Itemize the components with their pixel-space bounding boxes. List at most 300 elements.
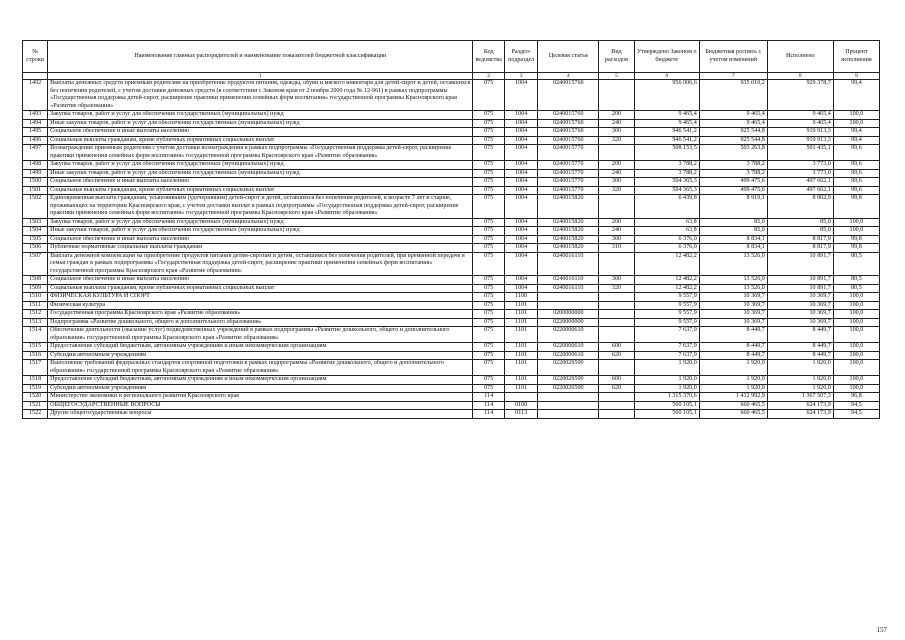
row-razdel: 1004 [504, 169, 538, 178]
row-rospis: 10 369,7 [699, 318, 767, 327]
table-row [23, 293, 880, 302]
row-pct: 99,4 [833, 136, 879, 145]
budget-table [22, 40, 880, 419]
row-number: 1515 [23, 343, 48, 352]
row-rospis: 1 920,0 [699, 360, 767, 376]
table-row [23, 376, 880, 385]
col-number: 9 [833, 73, 879, 80]
row-razdel: 1004 [504, 119, 538, 128]
col-number: 1 [48, 73, 473, 80]
row-rospis: 8 449,7 [699, 327, 767, 343]
row-name: Выполнение требований федеральных стандартов спортивной подготовки в рамках подпрограммы «Развитие дошкольного, общего и дополнительного образования» государственной программы Красноярского края «Развитие образования» [48, 360, 473, 376]
row-pct: 100,0 [833, 318, 879, 327]
row-isp: 497 662,1 [767, 178, 833, 187]
row-utv: 504 365,3 [634, 186, 699, 195]
table-row [23, 318, 880, 327]
table-row [23, 393, 880, 402]
row-cel [538, 401, 599, 410]
row-razdel: 1004 [504, 128, 538, 137]
row-ved: 075 [473, 195, 504, 219]
row-number: 1504 [23, 227, 48, 236]
row-pct: 100,0 [833, 384, 879, 393]
row-utv: 7 637,9 [634, 343, 699, 352]
row-name: Предоставление субсидий бюджетным, автономным учреждениям и иным некоммерческим организациям [48, 343, 473, 352]
table-row [23, 218, 880, 227]
row-isp: 8 449,7 [767, 351, 833, 360]
row-pct: 99,8 [833, 195, 879, 219]
row-number: 1518 [23, 376, 48, 385]
row-name: Подпрограмма «Развитие дошкольного, общего и дополнительного образования» [48, 318, 473, 327]
row-vid [599, 293, 635, 302]
row-utv: 1 920,0 [634, 360, 699, 376]
row-utv: 508 153,5 [634, 145, 699, 161]
row-number: 1511 [23, 301, 48, 310]
row-utv: 1 920,0 [634, 384, 699, 393]
row-pct: 94,5 [833, 401, 879, 410]
row-name: Субсидии автономным учреждениям [48, 351, 473, 360]
row-number: 1510 [23, 293, 48, 302]
row-vid: 200 [599, 111, 635, 120]
row-utv: 9 557,9 [634, 301, 699, 310]
row-pct: 100,0 [833, 119, 879, 128]
row-vid: 620 [599, 384, 635, 393]
row-pct: 99,4 [833, 128, 879, 137]
row-vid [599, 318, 635, 327]
row-name: Единовременная выплата гражданам, усыновившим (удочерившим) детей-сирот и детей, оставшихся без попечения родителей, в возрасте 7 лет и старше, проживающих на территории Красноярского края, с учетом доставки выплат в рамках подпрограммы «Государственная поддержка детей-сирот, расширение практики применения семейных форм воспитания» государственной программы Красноярского края «Развитие образования» [48, 195, 473, 219]
row-ved: 075 [473, 284, 504, 293]
row-name: Иные закупки товаров, работ и услуг для обеспечения государственных (муниципальных) нужд [48, 227, 473, 236]
row-cel: 0220000610 [538, 327, 599, 343]
row-isp: 85,0 [767, 218, 833, 227]
row-isp: 10 369,7 [767, 301, 833, 310]
row-utv: 946 541,2 [634, 128, 699, 137]
row-pct: 80,5 [833, 284, 879, 293]
row-ved: 075 [473, 235, 504, 244]
header-razdel: Раздел-подраздел [504, 41, 538, 73]
row-cel: 0220000000 [538, 318, 599, 327]
row-ved: 075 [473, 351, 504, 360]
row-razdel: 1004 [504, 276, 538, 285]
page-number: 157 [876, 626, 887, 634]
header-cel: Целевая статья [538, 41, 599, 73]
row-name: Социальные выплаты гражданам, кроме публичных нормативных социальных выплат [48, 136, 473, 145]
row-pct: 100,0 [833, 310, 879, 319]
header-rospis: Бюджетная роспись с учетом изменений [699, 41, 767, 73]
header-name: Наименование главных распорядителей и наименование показателей бюджетной классификации [48, 41, 473, 73]
row-ved: 075 [473, 276, 504, 285]
row-isp: 10 891,7 [767, 284, 833, 293]
row-cel: 0240015820 [538, 218, 599, 227]
row-ved: 075 [473, 136, 504, 145]
row-ved: 075 [473, 178, 504, 187]
row-rospis: 1 412 992,9 [699, 393, 767, 402]
col-number: 7 [699, 73, 767, 80]
row-number: 1508 [23, 276, 48, 285]
row-ved: 075 [473, 244, 504, 253]
row-rospis: 13 526,0 [699, 276, 767, 285]
row-name: Социальное обеспечение и иные выплаты населению [48, 235, 473, 244]
row-vid [599, 80, 635, 111]
row-pct: 100,0 [833, 360, 879, 376]
row-cel: 0240016110 [538, 252, 599, 276]
row-ved: 114 [473, 401, 504, 410]
row-isp: 85,0 [767, 227, 833, 236]
row-name: Выплаты денежных средств приемным родителям на приобретение продуктов питания, одежды, обуви и мягкого инвентаря для детей-сирот и детей, оставшихся без попечения родителей, с учетом доставки денежных средств (в соответствии с Законом края от 2 ноября 2000 года № 12-961) в рамках подпрограммы «Государственная поддержка детей-сирот, расширение практики применения семейных форм воспитания» государственной программы Красноярского края «Развитие образования» [48, 80, 473, 111]
header-num: № строки [23, 41, 48, 73]
row-rospis: 8 449,7 [699, 351, 767, 360]
table-row [23, 128, 880, 137]
row-cel: 0240015770 [538, 161, 599, 170]
row-isp: 1 920,0 [767, 384, 833, 393]
row-number: 1514 [23, 327, 48, 343]
row-razdel: 1004 [504, 145, 538, 161]
row-rospis: 8 834,1 [699, 235, 767, 244]
row-pct: 100,0 [833, 218, 879, 227]
row-ved: 075 [473, 227, 504, 236]
row-utv: 9 465,4 [634, 111, 699, 120]
row-ved: 075 [473, 111, 504, 120]
row-number: 1492 [23, 80, 48, 111]
row-cel: 0240016110 [538, 276, 599, 285]
row-cel: 0200000000 [538, 310, 599, 319]
row-number: 1496 [23, 136, 48, 145]
row-razdel [504, 393, 538, 402]
row-vid: 320 [599, 136, 635, 145]
row-number: 1495 [23, 128, 48, 137]
row-cel: 0240015760 [538, 80, 599, 111]
row-number: 1499 [23, 169, 48, 178]
row-razdel: 1101 [504, 351, 538, 360]
row-razdel: 1004 [504, 186, 538, 195]
row-name: Закупка товаров, работ и услуг для обеспечения государственных (муниципальных) нужд [48, 218, 473, 227]
row-cel: 0240015820 [538, 227, 599, 236]
row-number: 1520 [23, 393, 48, 402]
row-utv: 12 482,2 [634, 252, 699, 276]
row-ved: 075 [473, 145, 504, 161]
row-name: Другие общегосударственные вопросы [48, 410, 473, 419]
row-pct: 99,8 [833, 244, 879, 253]
row-pct: 99,6 [833, 169, 879, 178]
row-rospis: 1 920,0 [699, 376, 767, 385]
row-rospis: 925 544,8 [699, 136, 767, 145]
row-utv: 3 788,2 [634, 161, 699, 170]
row-isp: 10 891,7 [767, 276, 833, 285]
row-name: Вознаграждение приемным родителям с учетом доставки вознаграждения в рамках подпрограммы «Государственная поддержка детей-сирот, расширение практики применения семейных форм воспитания» государственной программы Красноярского края «Развитие образования» [48, 145, 473, 161]
row-pct: 99,4 [833, 80, 879, 111]
row-rospis: 3 788,2 [699, 161, 767, 170]
budget-table-sheet [22, 40, 880, 419]
row-name: Иные закупки товаров, работ и услуг для обеспечения государственных (муниципальных) нужд [48, 119, 473, 128]
row-pct: 96,8 [833, 393, 879, 402]
row-name: Обеспечение деятельности (оказание услуг) подведомственных учреждений в рамках подпрограммы «Развитие дошкольного, общего и дополнительного образования» государственной программы Красноярского края «Развитие образования» [48, 327, 473, 343]
row-razdel: 1004 [504, 195, 538, 219]
row-rospis: 10 369,7 [699, 310, 767, 319]
row-number: 1501 [23, 186, 48, 195]
row-number: 1503 [23, 218, 48, 227]
row-vid [599, 310, 635, 319]
row-rospis: 9 465,4 [699, 119, 767, 128]
row-ved: 075 [473, 310, 504, 319]
row-number: 1517 [23, 360, 48, 376]
row-utv: 9 557,9 [634, 318, 699, 327]
row-ved: 075 [473, 119, 504, 128]
table-row [23, 351, 880, 360]
row-isp: 919 913,3 [767, 128, 833, 137]
row-pct: 100,0 [833, 293, 879, 302]
row-utv: 63,8 [634, 227, 699, 236]
row-utv: 12 482,2 [634, 276, 699, 285]
row-isp: 10 369,7 [767, 310, 833, 319]
row-name: Публичные нормативные социальные выплаты гражданам [48, 244, 473, 253]
row-razdel: 1004 [504, 235, 538, 244]
row-ved: 075 [473, 80, 504, 111]
row-cel: 0240015770 [538, 169, 599, 178]
row-utv: 560 105,1 [634, 410, 699, 419]
row-rospis: 499 475,6 [699, 186, 767, 195]
table-row [23, 186, 880, 195]
col-number: 4 [538, 73, 599, 80]
row-ved: 114 [473, 393, 504, 402]
row-number: 1497 [23, 145, 48, 161]
row-cel: 0240015770 [538, 186, 599, 195]
row-cel: 0220026500 [538, 360, 599, 376]
col-number: 2 [473, 73, 504, 80]
table-row [23, 111, 880, 120]
row-cel: 0220000610 [538, 351, 599, 360]
row-number: 1498 [23, 161, 48, 170]
col-number: 3 [504, 73, 538, 80]
row-isp: 10 369,7 [767, 318, 833, 327]
row-vid: 310 [599, 244, 635, 253]
row-name: Социальное обеспечение и иные выплаты населению [48, 128, 473, 137]
row-vid: 600 [599, 343, 635, 352]
row-rospis: 925 544,8 [699, 128, 767, 137]
table-row [23, 235, 880, 244]
row-isp: 929 378,7 [767, 80, 833, 111]
row-rospis: 503 263,8 [699, 145, 767, 161]
row-utv: 63,8 [634, 218, 699, 227]
row-razdel: 1004 [504, 252, 538, 276]
row-isp: 9 465,4 [767, 119, 833, 128]
row-number: 1512 [23, 310, 48, 319]
row-vid: 240 [599, 169, 635, 178]
row-vid [599, 145, 635, 161]
row-vid [599, 393, 635, 402]
table-row [23, 327, 880, 343]
row-isp: 501 435,1 [767, 145, 833, 161]
col-number [23, 73, 48, 80]
row-vid: 300 [599, 178, 635, 187]
row-number: 1513 [23, 318, 48, 327]
row-rospis: 10 369,7 [699, 301, 767, 310]
row-isp: 1 920,0 [767, 376, 833, 385]
row-isp: 497 662,1 [767, 186, 833, 195]
row-utv: 3 788,2 [634, 169, 699, 178]
row-pct: 100,0 [833, 111, 879, 120]
row-pct: 100,0 [833, 301, 879, 310]
row-cel: 0240015820 [538, 235, 599, 244]
row-vid: 240 [599, 119, 635, 128]
row-razdel: 1004 [504, 244, 538, 253]
table-row [23, 195, 880, 219]
row-razdel: 0100 [504, 401, 538, 410]
row-ved: 075 [473, 376, 504, 385]
row-ved: 075 [473, 384, 504, 393]
row-ved: 075 [473, 218, 504, 227]
row-vid: 600 [599, 376, 635, 385]
row-razdel: 1004 [504, 80, 538, 111]
table-row [23, 276, 880, 285]
row-razdel: 1101 [504, 384, 538, 393]
row-name: Субсидии автономным учреждениям [48, 384, 473, 393]
row-razdel: 1004 [504, 161, 538, 170]
row-ved: 075 [473, 128, 504, 137]
row-rospis: 10 369,7 [699, 293, 767, 302]
row-ved: 075 [473, 327, 504, 343]
row-isp: 1 920,0 [767, 360, 833, 376]
row-pct: 99,6 [833, 145, 879, 161]
row-razdel: 1101 [504, 301, 538, 310]
row-utv: 6 376,0 [634, 244, 699, 253]
row-name: Закупка товаров, работ и услуг для обеспечения государственных (муниципальных) нужд [48, 161, 473, 170]
row-cel: 0220026500 [538, 384, 599, 393]
row-vid [599, 410, 635, 419]
col-number: 5 [599, 73, 635, 80]
row-name: ФИЗИЧЕСКАЯ КУЛЬТУРА И СПОРТ [48, 293, 473, 302]
row-rospis: 85,0 [699, 218, 767, 227]
row-utv: 6 376,0 [634, 235, 699, 244]
row-cel: 0240015760 [538, 136, 599, 145]
row-utv: 1 315 370,6 [634, 393, 699, 402]
row-name: Закупка товаров, работ и услуг для обеспечения государственных (муниципальных) нужд [48, 111, 473, 120]
row-rospis: 3 788,2 [699, 169, 767, 178]
row-pct: 80,5 [833, 276, 879, 285]
row-cel [538, 393, 599, 402]
table-row [23, 310, 880, 319]
row-name: Социальное обеспечение и иные выплаты населению [48, 178, 473, 187]
row-vid: 200 [599, 218, 635, 227]
row-name: Выплата денежной компенсации на приобретение продуктов питания детям-сиротам и детям, оставшимся без попечения родителей, при временной передаче в семьи граждан в рамках подпрограммы «Государственная поддержка детей-сирот, расширение практики применения семейных форм воспитания» государственной программы Красноярского края «Развитие образования» [48, 252, 473, 276]
row-utv: 9 465,4 [634, 119, 699, 128]
row-rospis: 8 834,1 [699, 244, 767, 253]
row-isp: 9 465,4 [767, 111, 833, 120]
row-pct: 99,6 [833, 161, 879, 170]
row-vid: 200 [599, 161, 635, 170]
table-row [23, 80, 880, 111]
row-name: Иные закупки товаров, работ и услуг для обеспечения государственных (муниципальных) нужд [48, 169, 473, 178]
table-row [23, 301, 880, 310]
row-pct: 99,6 [833, 186, 879, 195]
row-razdel: 1101 [504, 318, 538, 327]
row-razdel: 1101 [504, 343, 538, 352]
table-row [23, 227, 880, 236]
row-vid [599, 327, 635, 343]
row-number: 1516 [23, 351, 48, 360]
row-name: Социальное обеспечение и иные выплаты населению [48, 276, 473, 285]
row-rospis: 85,0 [699, 227, 767, 236]
row-rospis: 935 010,2 [699, 80, 767, 111]
table-row [23, 284, 880, 293]
row-vid [599, 301, 635, 310]
row-isp: 919 913,3 [767, 136, 833, 145]
table-row [23, 343, 880, 352]
table-row [23, 401, 880, 410]
header-vid: Вид расходов [599, 41, 635, 73]
row-name: Социальные выплаты гражданам, кроме публичных нормативных социальных выплат [48, 186, 473, 195]
table-body [23, 80, 880, 419]
row-utv: 560 105,1 [634, 401, 699, 410]
row-rospis: 1 920,0 [699, 384, 767, 393]
row-cel: 0220026500 [538, 376, 599, 385]
row-utv: 946 541,2 [634, 136, 699, 145]
row-ved: 075 [473, 318, 504, 327]
table-row [23, 169, 880, 178]
row-vid [599, 401, 635, 410]
row-pct: 100,0 [833, 227, 879, 236]
row-utv: 7 637,9 [634, 327, 699, 343]
row-isp: 10 891,7 [767, 252, 833, 276]
row-number: 1500 [23, 178, 48, 187]
row-ved: 075 [473, 301, 504, 310]
row-cel: 0240015770 [538, 145, 599, 161]
row-ved: 075 [473, 293, 504, 302]
row-utv: 9 557,9 [634, 310, 699, 319]
row-razdel: 1101 [504, 327, 538, 343]
row-vid [599, 195, 635, 219]
row-razdel: 1101 [504, 310, 538, 319]
row-rospis: 660 465,5 [699, 410, 767, 419]
row-number: 1493 [23, 111, 48, 120]
row-rospis: 13 526,0 [699, 284, 767, 293]
row-isp: 10 369,7 [767, 293, 833, 302]
row-cel: 0240015770 [538, 178, 599, 187]
row-cel [538, 301, 599, 310]
row-vid: 320 [599, 284, 635, 293]
row-isp: 624 173,9 [767, 401, 833, 410]
table-row [23, 119, 880, 128]
row-number: 1502 [23, 195, 48, 219]
row-pct: 80,5 [833, 252, 879, 276]
table-row [23, 410, 880, 419]
row-razdel: 1100 [504, 293, 538, 302]
header-isp: Исполнено [767, 41, 833, 73]
row-name: Предоставление субсидий бюджетным, автономным учреждениям и иным некоммерческим организациям [48, 376, 473, 385]
header-ved: Код ведомства [473, 41, 504, 73]
row-rospis: 499 475,6 [699, 178, 767, 187]
row-razdel: 1004 [504, 136, 538, 145]
row-vid: 620 [599, 351, 635, 360]
row-isp: 3 773,0 [767, 161, 833, 170]
header-utv: Утверждено Законом о бюджете [634, 41, 699, 73]
row-utv: 12 482,2 [634, 284, 699, 293]
row-number: 1505 [23, 235, 48, 244]
row-cel: 0240015820 [538, 244, 599, 253]
row-ved: 075 [473, 161, 504, 170]
row-pct: 100,0 [833, 343, 879, 352]
row-cel: 0220000610 [538, 343, 599, 352]
row-utv: 9 557,9 [634, 293, 699, 302]
table-row [23, 145, 880, 161]
row-cel: 0240015820 [538, 195, 599, 219]
row-pct: 100,0 [833, 376, 879, 385]
row-vid: 300 [599, 128, 635, 137]
col-number: 6 [634, 73, 699, 80]
table-row [23, 360, 880, 376]
row-vid: 300 [599, 276, 635, 285]
table-row [23, 136, 880, 145]
row-utv: 1 920,0 [634, 376, 699, 385]
row-razdel: 1101 [504, 360, 538, 376]
